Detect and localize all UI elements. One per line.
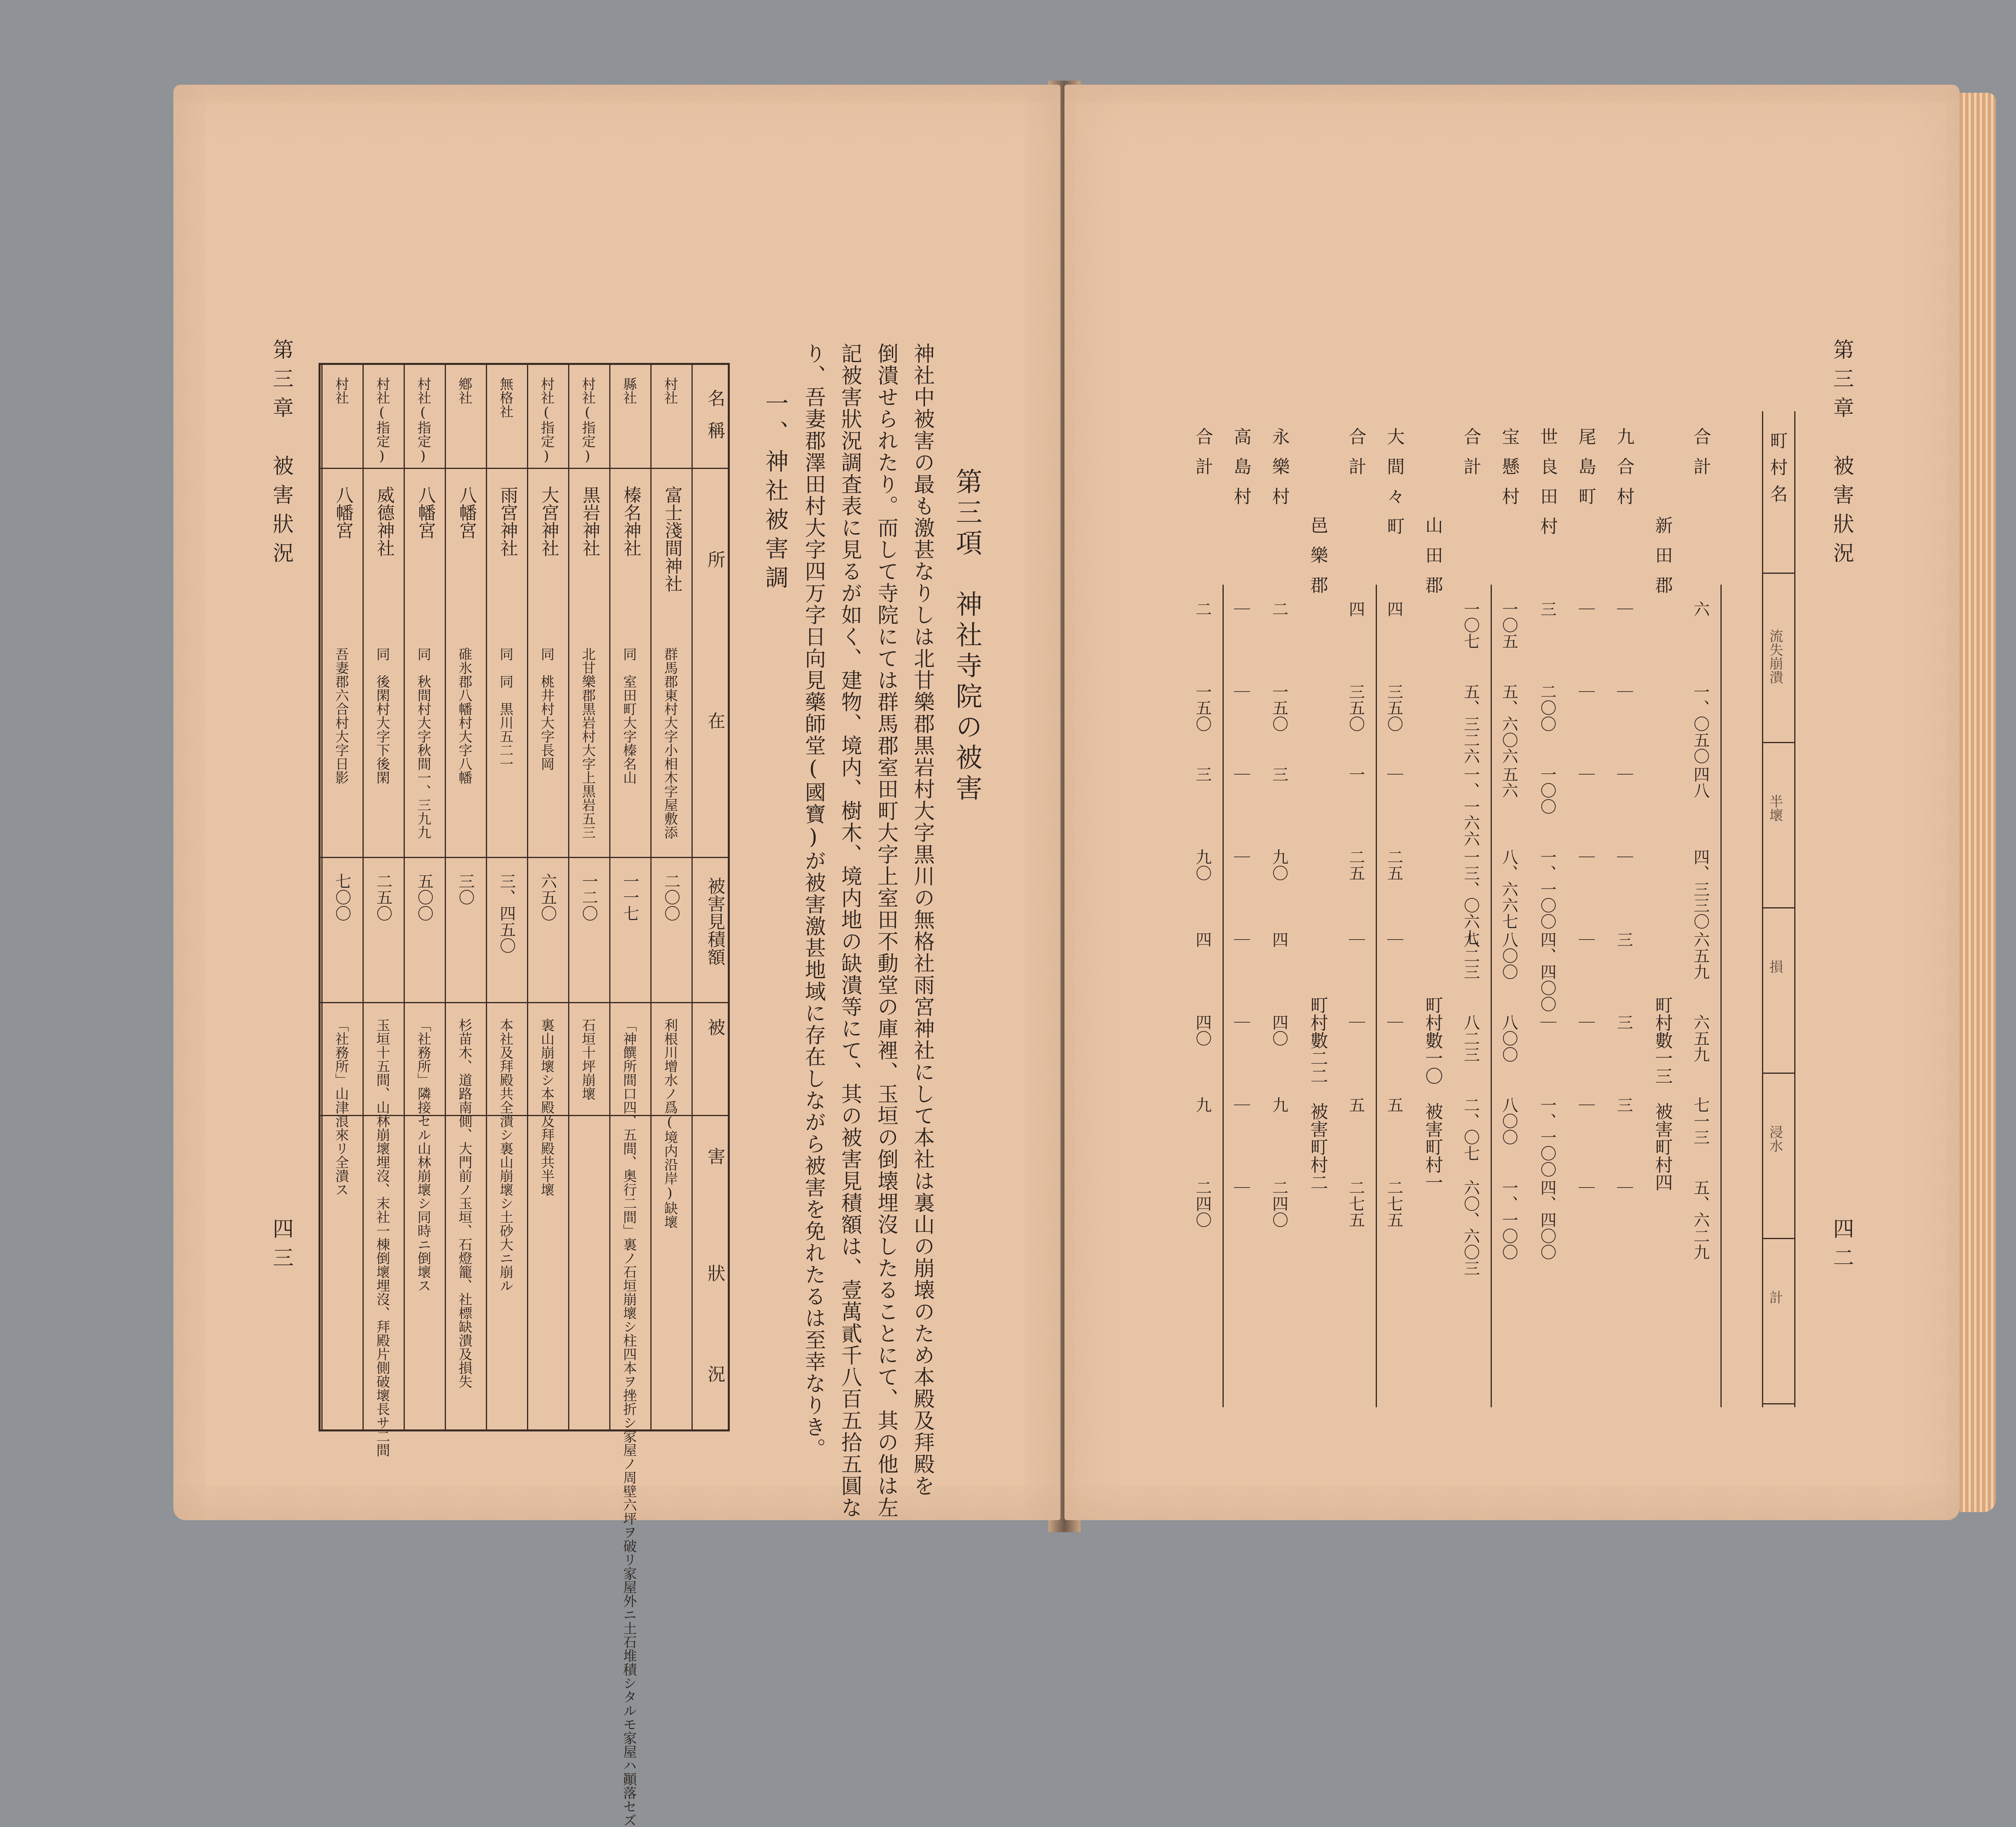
shrine-location: 碓氷郡八幡村大字八幡 <box>456 647 472 784</box>
damage-value: 八二三 <box>1461 1014 1480 1062</box>
left-page <box>173 85 1060 1827</box>
damage-value: ｜ <box>1385 1014 1403 1030</box>
damage-value: 三 <box>1270 766 1288 782</box>
damage-value: ｜ <box>1385 931 1403 948</box>
shrine-location: 群馬郡東村大字小相木字屋敷添 <box>662 647 678 839</box>
damage-value: ｜ <box>1231 601 1250 617</box>
damage-value: ｜ <box>1231 1097 1250 1113</box>
damage-value: 四〇 <box>1270 1014 1288 1046</box>
damage-value: 二四〇 <box>1270 1179 1288 1228</box>
damage-value: ｜ <box>1576 1014 1595 1030</box>
shrine-name: 八幡宮 <box>333 486 353 539</box>
town-name: 九合村 <box>1614 427 1634 517</box>
damage-value: 二七五 <box>1385 1179 1403 1228</box>
header-amount: 被害見積額 <box>704 877 725 966</box>
damage-value: 九〇 <box>1193 849 1212 881</box>
damage-status: 「神饌所間口四、五間、奥行二間」裏ノ石垣崩壞シ柱四本ヲ挫折シ家屋ノ周壁六坪ヲ破リ家屋外ニ土石堆積シタルモ家屋ハ顚落セズ <box>621 1018 637 1827</box>
shrine-location: 同 秋間村大字秋間一、三九九 <box>415 647 431 839</box>
header-name: 名 <box>704 389 725 407</box>
damage-value: 一、一六六 <box>1461 766 1480 847</box>
table-row <box>445 365 487 1429</box>
shrine-type: 村社(指定) <box>579 377 596 464</box>
table-title: 一、神社被害調 <box>761 391 789 594</box>
right-page-number: 四二 <box>1829 1218 1854 1276</box>
shrine-name: 八幡宮 <box>456 486 477 539</box>
damage-value: ｜ <box>1614 1179 1633 1196</box>
damage-value: 二四〇 <box>1193 1179 1212 1228</box>
damage-value: ｜ <box>1576 1097 1595 1113</box>
town-name: 大間々町 <box>1384 427 1404 547</box>
town-row <box>1185 411 1222 1407</box>
damage-status: 「社務所」隣接セル山林崩壞シ同時ニ倒壞ス <box>415 1018 431 1292</box>
damage-value: ｜ <box>1576 1179 1595 1196</box>
damage-value: ｜ <box>1614 849 1633 865</box>
damage-value: 二、〇七 <box>1461 1097 1480 1161</box>
damage-value: ｜ <box>1576 931 1595 948</box>
body-line-4: り、吾妻郡澤田村大字四万字日向見藥師堂(國寶)が被害激甚地域に存在しながら被害を免れたるは至幸なりき。 <box>801 343 825 1460</box>
damage-value: 八二三 <box>1461 931 1480 980</box>
county-block <box>1300 411 1337 1407</box>
table-row <box>650 365 693 1429</box>
col-group-header: 半壞 <box>1767 794 1783 822</box>
damage-status: 玉垣十五間、山林崩壞埋沒、末社一棟倒壞埋沒、拜殿片側破壞長サ二間 <box>374 1018 390 1457</box>
damage-status: 石垣十坪崩壞 <box>579 1018 596 1100</box>
damage-value: 四〇 <box>1193 1014 1212 1046</box>
damage-value: ｜ <box>1576 766 1595 782</box>
damage-value: 三 <box>1193 766 1212 782</box>
damage-value: 八、六六七 <box>1500 849 1518 929</box>
damage-value: 八〇〇 <box>1500 1097 1518 1145</box>
damage-value: 九 <box>1193 1097 1212 1113</box>
county-block <box>1415 411 1452 1407</box>
town-name: 合計 <box>1345 427 1366 487</box>
damage-value: 五、六〇六 <box>1500 683 1518 764</box>
town-name: 宝懸村 <box>1499 427 1519 517</box>
damage-amount: 六五〇 <box>538 873 557 921</box>
shrine-type: 鄕社 <box>456 377 472 404</box>
damage-value: 五六 <box>1500 766 1518 798</box>
col-group-header: 損 <box>1767 960 1783 973</box>
damage-value: 二七五 <box>1346 1179 1365 1228</box>
damage-value: 一、一〇〇 <box>1538 849 1556 929</box>
section-title: 第三項 神社寺院の被害 <box>951 468 982 805</box>
damage-value: 五 <box>1346 1097 1365 1113</box>
damage-value: 四 <box>1346 601 1365 617</box>
county-summary: 町村數一三 被害町村四 <box>1652 996 1672 1191</box>
damage-value: 一〇五 <box>1500 601 1518 649</box>
shrine-location: 同 室田町大字榛名山 <box>621 647 637 784</box>
damage-value: ｜ <box>1614 601 1633 617</box>
damage-value: 一、一〇〇 <box>1500 1179 1518 1260</box>
damage-value: 八〇〇 <box>1500 931 1518 980</box>
damage-value: 四 <box>1193 931 1212 948</box>
body-line-3: 記被害狀況調査表に見るが如く、建物、境内、樹木、境内地の缺潰等にて、其の被害見積額は、壹萬貳千八百五拾五圓な <box>837 343 862 1519</box>
shrine-name: 八幡宮 <box>415 486 435 539</box>
damage-value: ｜ <box>1231 931 1250 948</box>
left-header: 第三章 被害狀況 <box>269 339 293 571</box>
damage-value: 六五九 <box>1691 1014 1710 1062</box>
county-summary: 町村數二二 被害町村二 <box>1307 996 1328 1191</box>
damage-value: 三 <box>1614 1014 1633 1030</box>
header-location2: 在 <box>704 712 725 729</box>
town-row <box>1607 411 1643 1407</box>
damage-value: 一五〇 <box>1193 683 1212 732</box>
damage-amount: 五〇〇 <box>415 873 433 921</box>
col-town-header: 町村名 <box>1767 431 1787 511</box>
shrine-location: 同 後閑村大字下後閑 <box>374 647 390 784</box>
shrine-damage-table <box>319 363 730 1827</box>
right-header: 第三章 被害狀況 <box>1829 339 1854 571</box>
damage-value: 三五〇 <box>1385 683 1403 732</box>
damage-value: 四 <box>1385 601 1403 617</box>
col-group-header: 計 <box>1767 1290 1783 1304</box>
header-status-1: 被 <box>704 1018 725 1036</box>
table-row <box>362 365 405 1457</box>
county-name: 邑樂郡 <box>1307 516 1328 606</box>
shrine-location: 北甘樂郡黒岩村大字上黒岩五三 <box>579 647 596 839</box>
town-name: 世良田村 <box>1537 427 1558 547</box>
damage-value: 四、四〇〇 <box>1538 931 1556 1012</box>
town-row <box>1683 411 1720 1407</box>
header-status-3: 狀 <box>704 1264 725 1282</box>
shrine-location: 同 同 黒川五二一 <box>497 647 513 771</box>
body-line-1: 神社中被害の最も激甚なりしは北甘樂郡黒岩村大字黒川の無格社雨宮神社にして本社は裏山の崩壊のため本殿及拜殿を <box>910 343 934 1497</box>
damage-value: 九 <box>1270 1097 1288 1113</box>
damage-value: 五、六二九 <box>1691 1179 1710 1260</box>
table-row <box>527 365 569 1429</box>
damage-value: 五 <box>1385 1097 1403 1113</box>
col-group-header: 浸水 <box>1767 1125 1783 1152</box>
header-status-2: 害 <box>704 1147 725 1165</box>
damage-value: 二五 <box>1346 849 1365 881</box>
damage-value: 二 <box>1193 601 1212 617</box>
town-name: 尾島町 <box>1575 427 1596 517</box>
town-name: 合計 <box>1690 427 1711 487</box>
town-row <box>1262 411 1298 1407</box>
shrine-type: 縣社 <box>621 377 637 404</box>
damage-value: 六五九 <box>1691 931 1710 980</box>
right-page <box>1064 85 1960 1520</box>
header-status-4: 況 <box>704 1365 725 1383</box>
damage-status: 杉苗木、道路南側、大門前ノ玉垣、石燈籠、社標缺潰及損失 <box>456 1018 472 1388</box>
town-row <box>1530 411 1566 1407</box>
damage-amount: 一一七 <box>621 873 639 921</box>
damage-value: 一 <box>1346 766 1365 782</box>
town-name: 永樂村 <box>1269 427 1289 517</box>
shrine-type: 村社 <box>662 377 678 404</box>
town-name: 合計 <box>1192 427 1213 487</box>
damage-amount: 二〇〇 <box>662 873 680 921</box>
shrine-type: 無格社 <box>497 377 513 418</box>
damage-value: ｜ <box>1346 1014 1365 1030</box>
county-block <box>1645 411 1681 1407</box>
shrine-location: 吾妻郡六合村大字日影 <box>333 647 349 784</box>
damage-value: 一三、〇六七 <box>1461 849 1480 946</box>
shrine-type: 村社(指定) <box>415 377 431 464</box>
damage-value: 一、一〇〇 <box>1538 1097 1556 1177</box>
page-edges <box>1960 93 1996 1512</box>
table-row <box>321 365 364 1429</box>
shrine-location: 同 桃井村大字長岡 <box>538 647 554 771</box>
damage-value: 一、〇五〇 <box>1691 683 1710 764</box>
body-line-2: 倒潰せられたり。而して寺院にては群馬郡室田町大字上室田不動堂の庫裡、玉垣の倒壊埋沒したることにて、其の他は左 <box>874 343 898 1519</box>
town-row <box>1568 411 1605 1407</box>
shrine-name: 黒岩神社 <box>579 486 600 557</box>
damage-amount: 三、四五〇 <box>497 873 516 954</box>
town-row <box>1454 411 1490 1407</box>
damage-amount: 一二〇 <box>579 873 598 921</box>
damage-value: ｜ <box>1576 683 1595 700</box>
table-row <box>404 365 446 1429</box>
damage-value: 七一三 <box>1691 1097 1710 1145</box>
town-name: 高島村 <box>1231 427 1251 517</box>
damage-status: 本社及拜殿共全潰シ裏山崩壞シ土砂大ニ崩ル <box>497 1018 513 1292</box>
damage-value: 二〇〇 <box>1538 683 1556 732</box>
damage-value: ｜ <box>1614 766 1633 782</box>
county-summary: 町村數一〇 被害町村一 <box>1422 996 1443 1191</box>
col-group-header: 流失崩潰 <box>1767 629 1783 684</box>
left-page-number: 四三 <box>269 1218 293 1276</box>
shrine-name: 大宮神社 <box>538 486 559 557</box>
damage-value: 三 <box>1614 1097 1633 1113</box>
town-row <box>1377 411 1413 1407</box>
damage-value: ｜ <box>1231 683 1250 700</box>
damage-value: 四 <box>1270 931 1288 948</box>
damage-amount: 三〇 <box>456 873 475 905</box>
damage-value: 三 <box>1614 931 1633 948</box>
damage-value: ｜ <box>1231 1014 1250 1030</box>
damage-value: ｜ <box>1346 931 1365 948</box>
damage-value: 四、四〇〇 <box>1538 1179 1556 1260</box>
damage-value: ｜ <box>1576 601 1595 617</box>
table-row <box>486 365 528 1429</box>
shrine-name: 富士淺間神社 <box>662 486 682 592</box>
damage-value: 五、三二六 <box>1461 683 1480 764</box>
damage-value: ｜ <box>1576 849 1595 865</box>
damage-status: 「社務所」山津浪來リ全潰ス <box>333 1018 349 1196</box>
shrine-name: 榛名神社 <box>621 486 641 557</box>
table-row <box>609 365 652 1827</box>
damage-value: 四、三三〇 <box>1691 849 1710 929</box>
damage-value: ｜ <box>1385 766 1403 782</box>
damage-value: 一〇〇 <box>1538 766 1556 815</box>
damage-value: 一〇七 <box>1461 601 1480 649</box>
damage-value: 六 <box>1691 601 1710 617</box>
damage-value: 九〇 <box>1270 849 1288 881</box>
damage-value: 六〇、六〇三 <box>1461 1179 1480 1276</box>
town-row <box>1224 411 1260 1407</box>
town-row <box>1339 411 1375 1407</box>
damage-value: 一五〇 <box>1270 683 1288 732</box>
damage-value: 三 <box>1538 601 1556 617</box>
damage-value: ｜ <box>1231 766 1250 782</box>
shrine-type: 村社(指定) <box>374 377 390 464</box>
damage-value: ｜ <box>1614 683 1633 700</box>
damage-amount: 七〇〇 <box>333 873 351 921</box>
header-name2: 稱 <box>704 421 725 439</box>
county-name: 新田郡 <box>1652 516 1672 606</box>
shrine-type: 村社(指定) <box>538 377 554 464</box>
shrine-name: 雨宮神社 <box>497 486 518 557</box>
damage-value: ｜ <box>1231 1179 1250 1196</box>
shrine-name: 威德神社 <box>374 486 394 557</box>
damage-value: 八〇〇 <box>1500 1014 1518 1062</box>
damage-amount: 二五〇 <box>374 873 392 921</box>
damage-value: 四八 <box>1691 766 1710 798</box>
damage-value: ｜ <box>1538 1014 1556 1030</box>
town-name: 合計 <box>1460 427 1481 487</box>
damage-value: 二 <box>1270 601 1288 617</box>
header-location: 所 <box>704 550 725 568</box>
town-row <box>1492 411 1528 1407</box>
damage-value: ｜ <box>1231 849 1250 865</box>
county-name: 山田郡 <box>1422 516 1443 606</box>
shrine-type: 村社 <box>333 377 349 404</box>
damage-status: 利根川增水ノ爲(境内沿岸)缺壞 <box>662 1018 678 1229</box>
table-row <box>568 365 610 1429</box>
damage-value: 三五〇 <box>1346 683 1365 732</box>
damage-status: 裏山崩壞シ本殿及拜殿共半壞 <box>538 1018 554 1196</box>
damage-value: 二五 <box>1385 849 1403 881</box>
